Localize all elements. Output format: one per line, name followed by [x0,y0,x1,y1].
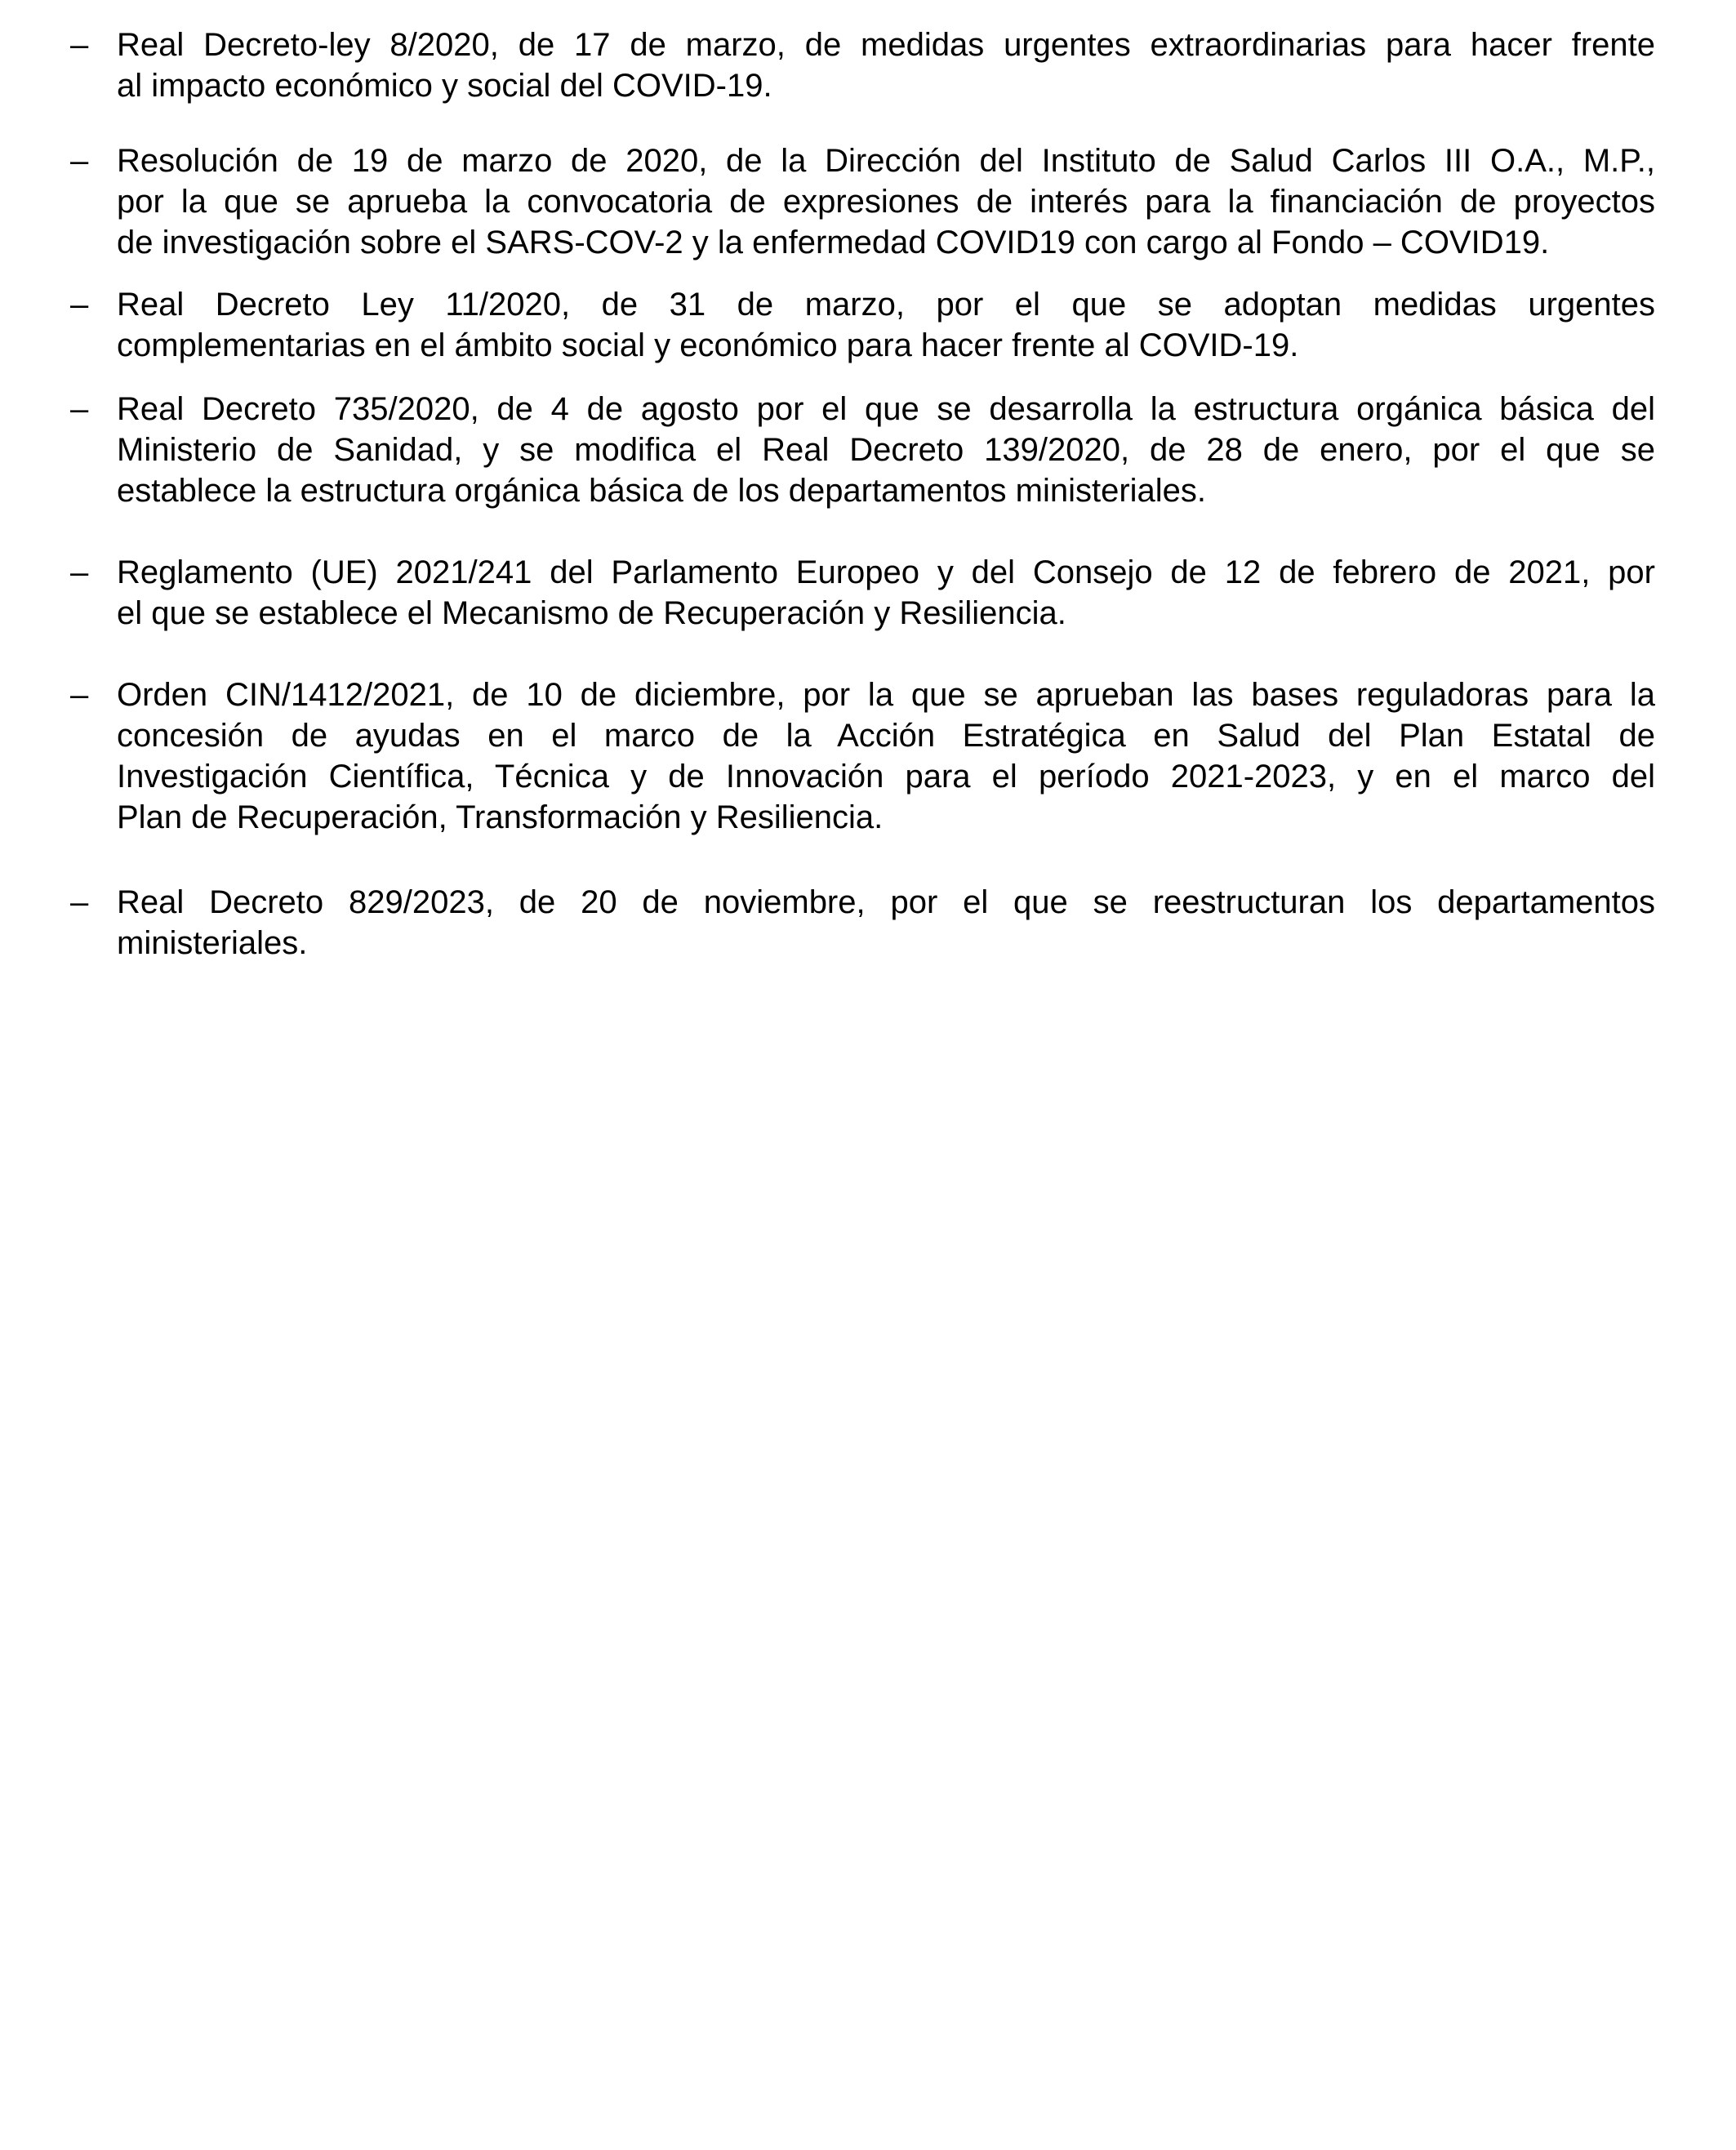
text-line: Real Decreto Ley 11/2020, de 31 de marzo, por el que se adoptan medidas urgentes [117,287,1655,323]
text-line: el que se establece el Mecanismo de Recuperación y Resiliencia. [117,595,1066,631]
list-item-text [117,140,1655,263]
text-line: ministeriales. [117,925,308,961]
dash-bullet-icon: – [70,287,89,323]
text-line: Real Decreto-ley 8/2020, de 17 de marzo, de medidas urgentes extraordinarias para hacer frente [117,27,1655,63]
list-item-text [117,284,1655,366]
dash-bullet-icon: – [70,884,89,920]
text-line: Reglamento (UE) 2021/241 del Parlamento Europeo y del Consejo de 12 de febrero de 2021, por [117,554,1655,590]
text-line: Plan de Recuperación, Transformación y Resiliencia. [117,799,884,835]
text-line: Real Decreto 735/2020, de 4 de agosto por el que se desarrolla la estructura orgánica básica del [117,391,1655,427]
text-line: por la que se aprueba la convocatoria de expresiones de interés para la financiación de proyectos [117,184,1655,220]
text-line: Ministerio de Sanidad, y se modifica el Real Decreto 139/2020, de 28 de enero, por el que se [117,432,1655,468]
text-line: establece la estructura orgánica básica de los departamentos ministeriales. [117,473,1207,509]
dash-bullet-icon: – [70,27,89,63]
dash-bullet-icon: – [70,391,89,427]
list-item-text [117,552,1655,634]
dash-bullet-icon: – [70,554,89,590]
dash-bullet-icon: – [70,143,89,179]
text-line: Orden CIN/1412/2021, de 10 de diciembre, por la que se aprueban las bases reguladoras para la [117,677,1655,713]
text-line: de investigación sobre el SARS-COV-2 y la enfermedad COVID19 con cargo al Fondo – COVID19. [117,225,1550,260]
text-line: Investigación Científica, Técnica y de Innovación para el período 2021-2023, y en el marco del [117,759,1655,795]
text-line: Resolución de 19 de marzo de 2020, de la Dirección del Instituto de Salud Carlos III O.A., M.P., [117,143,1655,179]
list-item-text [117,674,1655,838]
text-line: complementarias en el ámbito social y económico para hacer frente al COVID-19. [117,327,1299,363]
list-item-text [117,24,1655,106]
text-line: concesión de ayudas en el marco de la Acción Estratégica en Salud del Plan Estatal de [117,718,1655,754]
list-item-text [117,389,1655,511]
list-item-text [117,882,1655,964]
dash-bullet-icon: – [70,677,89,713]
text-line: al impacto económico y social del COVID-19. [117,68,772,104]
text-line: Real Decreto 829/2023, de 20 de noviembre, por el que se reestructuran los departamentos [117,884,1655,920]
